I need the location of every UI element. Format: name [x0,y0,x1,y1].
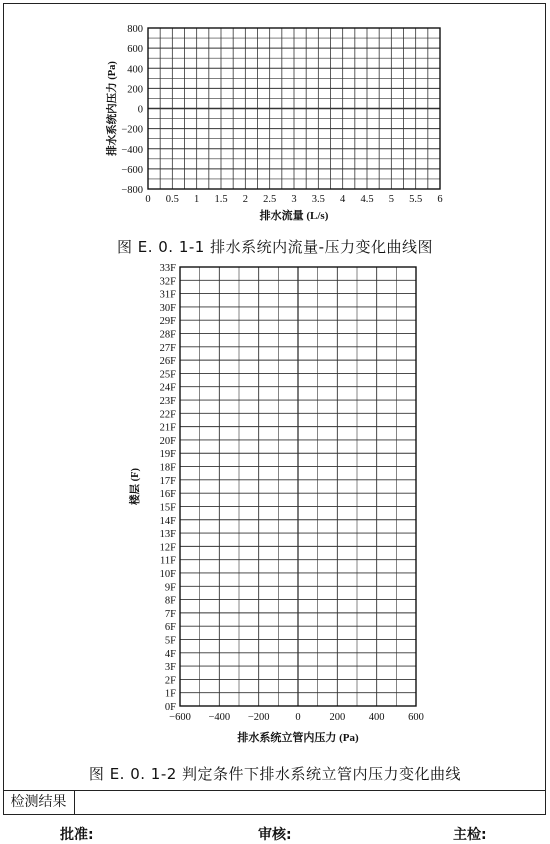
chart2-y-tick-label: 29F [159,316,176,328]
chart1-caption: 图 E. 0. 1-1 排水系统内流量-压力变化曲线图 [116,238,434,256]
chart1-y-axis-label: 排水系统内压力 (Pa) [107,61,118,156]
chart2-x-axis-label: 排水系统立管内压力 (Pa) [237,732,359,744]
test-result-row [3,790,546,815]
chart2-x-tick-label: −200 [247,712,270,723]
chart2-y-tick-label: 9F [164,582,176,594]
chart1-x-tick-label: 3 [291,194,297,205]
chart2-y-tick-label: 2F [164,675,176,687]
chart2-y-tick-label: 11F [160,555,176,567]
chart1-x-tick-label: 0.5 [165,194,179,205]
chart2-y-tick-label: 20F [159,435,176,447]
chart2-x-tick-label: 0 [295,712,301,723]
chart2-y-tick-label: 16F [159,489,176,501]
chart1-x-tick-label: 5.5 [409,194,423,205]
chart1-x-tick-label: 4.5 [360,194,374,205]
chart2-y-tick-label: 15F [159,502,176,514]
chart2-x-tick-label: 200 [329,712,346,723]
inspect-label: 主检: [453,827,487,843]
chart1-x-tick-label: 2 [242,194,248,205]
floor-pressure-chart [0,258,550,760]
chart1-y-tick-label: 0 [137,104,143,116]
chart2-y-tick-label: 5F [164,635,176,647]
chart1-y-tick-label: −800 [121,185,143,196]
chart2-y-tick-label: 19F [159,449,176,461]
chart2-y-tick-label: 23F [159,396,176,408]
chart2-y-tick-label: 27F [159,342,176,354]
chart2-y-tick-label: 31F [159,289,176,301]
chart1-x-tick-label: 2.5 [263,194,277,205]
chart1-x-tick-label: 0 [145,194,151,205]
chart2-y-tick-label: 8F [164,595,176,607]
test-result-label: 检测结果 [3,791,75,814]
chart2-y-tick-label: 10F [159,568,176,580]
chart2-y-tick-label: 1F [164,688,176,700]
chart1-x-tick-label: 3.5 [311,194,325,205]
chart1-x-tick-label: 1.5 [214,194,228,205]
approve-label: 批准: [60,827,94,843]
chart2-x-tick-label: 400 [368,712,385,723]
chart2-x-tick-label: −400 [208,712,231,723]
chart2-y-tick-label: 7F [164,608,176,620]
chart2-y-tick-label: 22F [159,409,176,421]
chart2-y-tick-label: 13F [159,529,176,541]
chart2-y-tick-label: 30F [159,302,176,314]
chart1-y-tick-label: 800 [127,24,143,35]
chart1-x-tick-label: 6 [437,194,443,205]
chart2-y-tick-label: 17F [159,475,176,487]
chart2-y-axis-label: 楼层 (F) [130,467,141,506]
flow-pressure-chart [0,0,550,232]
chart2-y-tick-label: 3F [164,662,176,674]
chart2-y-tick-label: 12F [159,542,176,554]
chart1-x-tick-label: 5 [388,194,394,205]
chart1-y-tick-label: 400 [127,64,143,76]
chart2-y-tick-label: 4F [164,648,176,660]
chart1-x-tick-label: 1 [194,194,200,205]
chart2-x-tick-label: −600 [169,712,191,723]
chart1-x-axis-label: 排水流量 (L/s) [259,210,329,222]
chart1-y-tick-label: −600 [121,164,143,176]
chart1-x-tick-label: 4 [340,194,346,205]
chart1-y-tick-label: −400 [121,144,143,156]
chart1-y-tick-label: 600 [127,44,143,56]
chart2-x-tick-label: 600 [408,712,424,723]
chart1-y-tick-label: 200 [127,84,143,96]
chart2-y-tick-label: 18F [159,462,176,474]
review-label: 审核: [258,827,292,843]
chart1-y-tick-label: −200 [121,124,143,136]
chart2-y-tick-label: 25F [159,369,176,381]
chart2-y-tick-label: 21F [159,422,176,434]
chart2-y-tick-label: 0F [164,702,176,713]
chart2-caption: 图 E. 0. 1-2 判定条件下排水系统立管内压力变化曲线 [88,765,462,783]
chart2-y-tick-label: 26F [159,356,176,368]
chart2-y-tick-label: 28F [159,329,176,341]
chart2-y-tick-label: 33F [159,263,176,274]
chart2-y-tick-label: 32F [159,276,176,288]
chart2-y-tick-label: 6F [164,622,176,634]
chart2-y-tick-label: 24F [159,382,176,394]
chart2-y-tick-label: 14F [159,515,176,527]
